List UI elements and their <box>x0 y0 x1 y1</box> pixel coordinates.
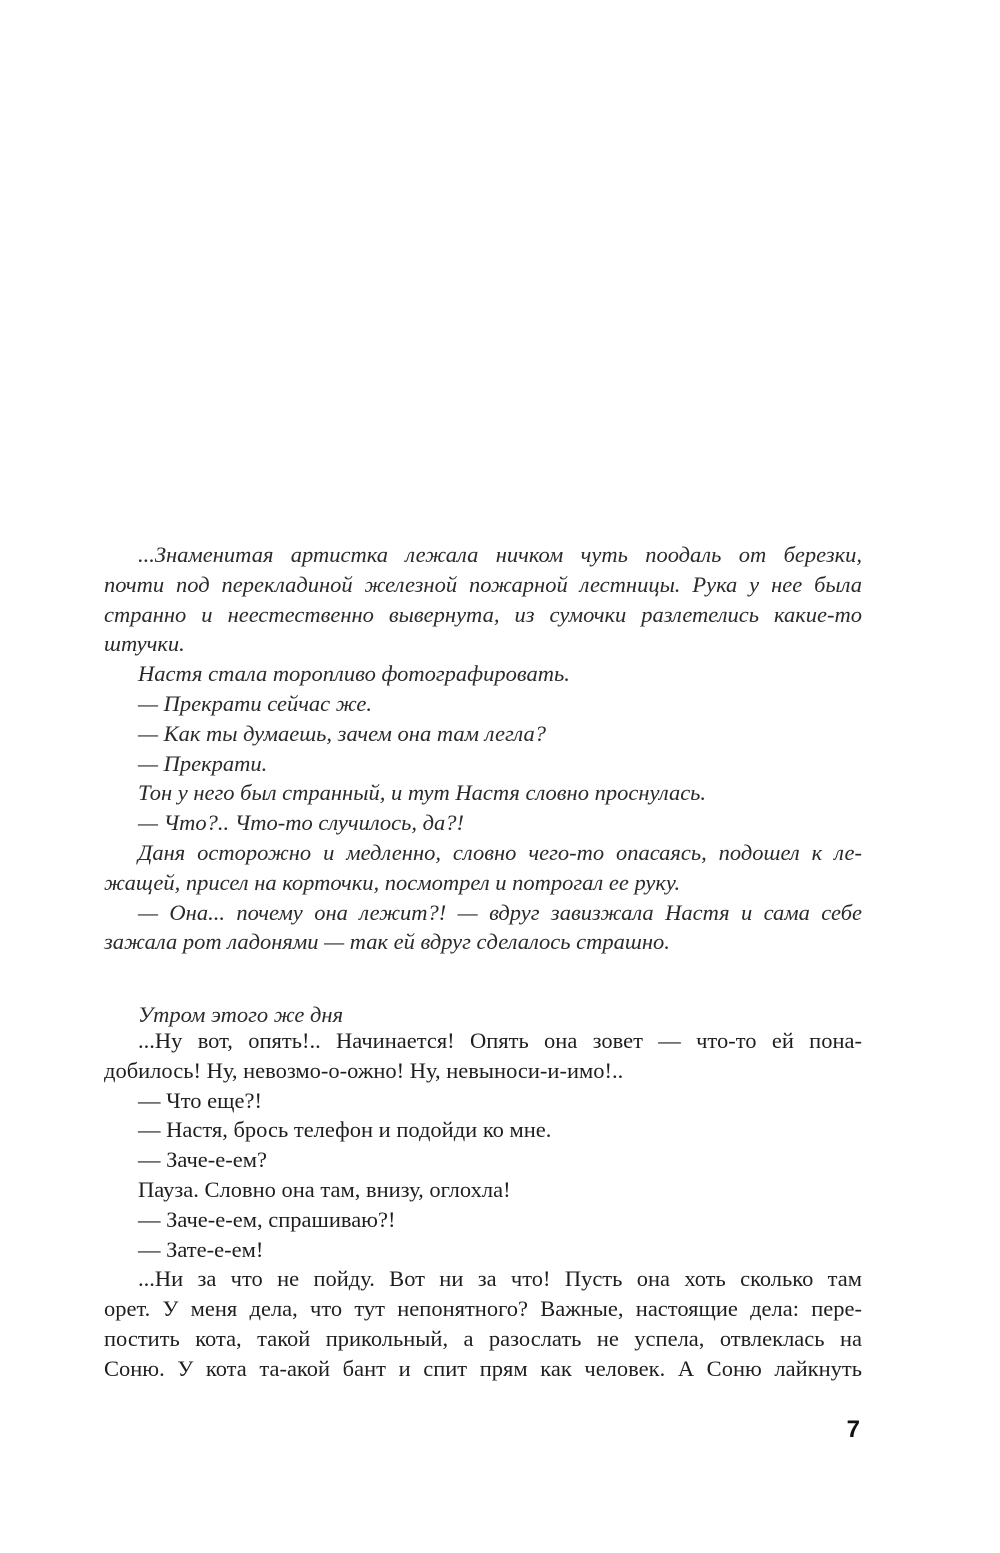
text-line: ...Знаменитая артистка лежала ничком чуть поодаль от березки, <box>138 542 862 567</box>
excerpt-paragraph-2: Настя стала торопливо фотографировать. <box>138 661 570 687</box>
excerpt-paragraph-6: Тон у него был странный, и тут Настя словно проснулась. <box>138 780 707 806</box>
chapter-body <box>104 1026 862 1384</box>
excerpt-paragraph-7: — Что?.. Что-то случилось, да?! <box>138 810 465 836</box>
excerpt-paragraph-5: — Прекрати. <box>138 750 268 776</box>
chapter-paragraph-4: — Заче-е-ем? <box>138 1147 267 1173</box>
excerpt-paragraph-3: — Прекрати сейчас же. <box>138 690 373 716</box>
text-line: зажала рот ладонями — так ей вдруг сделалось страшно. <box>104 929 670 955</box>
excerpt-paragraph-1 <box>104 540 862 659</box>
text-line: Даня осторожно и медленно, словно чего-то опасаясь, подошел к ле- <box>138 839 862 865</box>
chapter-paragraph-5: Пауза. Словно она там, внизу, оглохла! <box>138 1176 511 1202</box>
chapter-heading: Утром этого же дня <box>138 1002 344 1027</box>
text-line: ...Ну вот, опять!.. Начинается! Опять она зовет — что-то ей пона- <box>138 1028 862 1053</box>
chapter-paragraph-3: — Настя, брось телефон и подойди ко мне. <box>138 1117 552 1143</box>
excerpt-paragraph-8 <box>104 838 862 898</box>
text-line: Соню. У кота та-акой бант и спит прям как человек. А Соню лайкнуть <box>104 1355 862 1381</box>
text-line: добилось! Ну, невозмо-о-ожно! Ну, невыноси-и-имо!.. <box>104 1057 624 1083</box>
chapter-paragraph-8 <box>104 1264 862 1383</box>
chapter-paragraph-1 <box>104 1026 862 1086</box>
text-line: жащей, присел на корточки, посмотрел и потрогал ее руку. <box>104 869 681 895</box>
chapter-paragraph-7: — Зате-е-ем! <box>138 1236 264 1262</box>
excerpt-paragraph-4: — Как ты думаешь, зачем она там легла? <box>138 720 547 746</box>
excerpt-paragraph-9 <box>104 898 862 958</box>
opening-excerpt <box>104 540 862 957</box>
text-line: ...Ни за что не пойду. Вот ни за что! Пусть она хоть сколько там <box>138 1266 862 1292</box>
text-line: — Она... почему она лежит?! — вдруг завизжала Настя и сама себе <box>138 899 862 925</box>
text-line: штучки. <box>104 631 185 657</box>
chapter-paragraph-2: — Что еще?! <box>138 1087 262 1113</box>
text-line: постить кота, такой прикольный, а разослать не успела, отвлеклась на <box>104 1325 862 1351</box>
page-number: 7 <box>846 1416 860 1443</box>
text-line: почти под перекладиной железной пожарной лестницы. Рука у нее была <box>104 571 862 597</box>
chapter-paragraph-6: — Заче-е-ем, спрашиваю?! <box>138 1206 396 1232</box>
text-line: орет. У меня дела, что тут непонятного? Важные, настоящие дела: пере- <box>104 1296 862 1322</box>
text-line: странно и неестественно вывернута, из сумочки разлетелись какие-то <box>104 601 862 627</box>
